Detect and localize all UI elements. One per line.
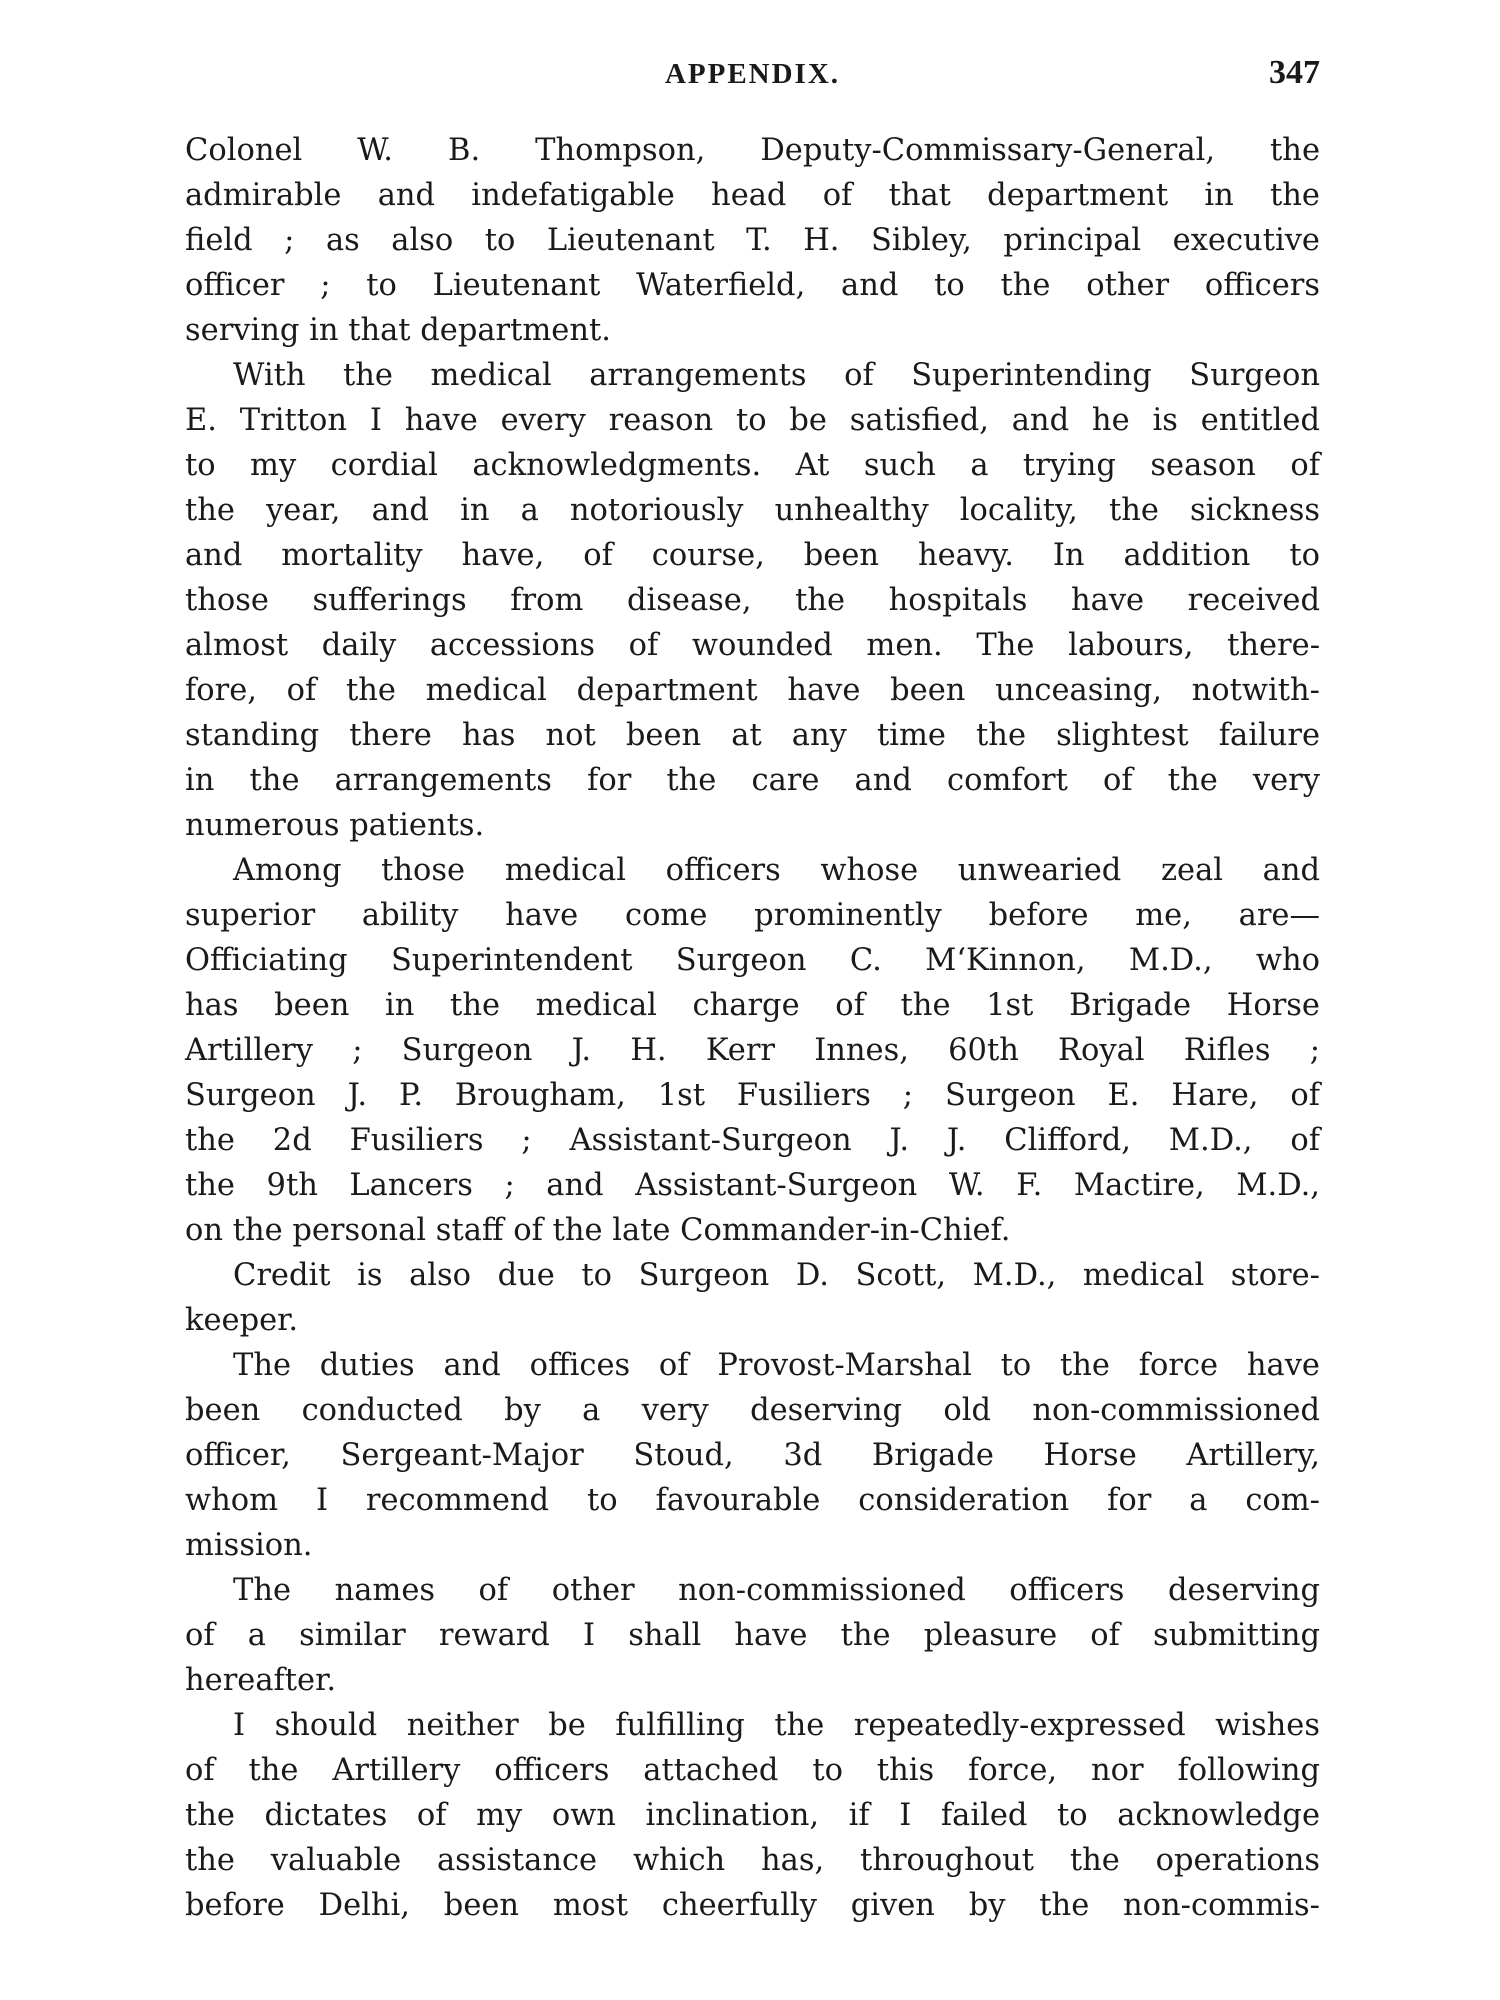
text-line: numerous patients. [185, 808, 485, 843]
running-title: APPENDIX. [664, 58, 841, 90]
text-line: and mortality have, of course, been heavy. In addition to [185, 538, 1320, 573]
text-line: The names of other non-commissioned officers deserving [233, 1573, 1320, 1608]
text-line: Credit is also due to Surgeon D. Scott, M.D., medical store- [233, 1258, 1320, 1293]
text-line: been conducted by a very deserving old non-commissioned [185, 1393, 1320, 1428]
text-line: mission. [185, 1528, 313, 1563]
text-line: I should neither be fulfilling the repeatedly-expressed wishes [233, 1708, 1320, 1743]
paragraph-artillery-officers [185, 1703, 1320, 1928]
body-text [185, 128, 1320, 1928]
paragraph-non-commissioned [185, 1568, 1320, 1703]
text-line: before Delhi, been most cheerfully given by the non-commis- [185, 1888, 1320, 1923]
text-line: has been in the medical charge of the 1st Brigade Horse [185, 988, 1320, 1023]
text-line: the year, and in a notoriously unhealthy locality, the sickness [185, 493, 1320, 528]
text-line: the valuable assistance which has, throughout the operations [185, 1843, 1320, 1878]
text-line: fore, of the medical department have been unceasing, notwith- [185, 673, 1320, 708]
text-line: The duties and offices of Provost-Marshal to the force have [233, 1348, 1320, 1383]
text-line: hereafter. [185, 1663, 337, 1698]
paragraph-credit-scott [185, 1253, 1320, 1343]
text-line: Officiating Superintendent Surgeon C. M‘Kinnon, M.D., who [185, 943, 1320, 978]
text-line: those sufferings from disease, the hospitals have received [185, 583, 1320, 618]
text-line: the 2d Fusiliers ; Assistant-Surgeon J. J. Clifford, M.D., of [185, 1123, 1320, 1158]
text-line: the 9th Lancers ; and Assistant-Surgeon W. F. Mactire, M.D., [185, 1168, 1320, 1203]
text-line: standing there has not been at any time the slightest failure [185, 718, 1320, 753]
paragraph-medical-officers [185, 848, 1320, 1253]
text-line: to my cordial acknowledgments. At such a trying season of [185, 448, 1320, 483]
text-line: of the Artillery officers attached to this force, nor following [185, 1753, 1320, 1788]
text-line: E. Tritton I have every reason to be satisfied, and he is entitled [185, 403, 1320, 438]
text-line: keeper. [185, 1303, 299, 1338]
paragraph-provost-marshal [185, 1343, 1320, 1568]
text-line: in the arrangements for the care and comfort of the very [185, 763, 1320, 798]
text-line: whom I recommend to favourable consideration for a com- [185, 1483, 1320, 1518]
text-line: the dictates of my own inclination, if I failed to acknowledge [185, 1798, 1320, 1833]
text-line: on the personal staff of the late Commander-in-Chief. [185, 1213, 1011, 1248]
text-line: With the medical arrangements of Superintending Surgeon [233, 358, 1320, 393]
text-line: field ; as also to Lieutenant T. H. Sibley, principal executive [185, 223, 1320, 258]
text-line: of a similar reward I shall have the pleasure of submitting [185, 1618, 1320, 1653]
text-line: almost daily accessions of wounded men. The labours, there- [185, 628, 1320, 663]
text-line: Among those medical officers whose unwearied zeal and [233, 853, 1320, 888]
text-line: Artillery ; Surgeon J. H. Kerr Innes, 60th Royal Rifles ; [185, 1033, 1320, 1068]
paragraph-thompson [185, 128, 1320, 353]
text-line: superior ability have come prominently before me, are— [185, 898, 1320, 933]
text-line: officer ; to Lieutenant Waterfield, and to the other officers [185, 268, 1320, 303]
text-line: officer, Sergeant-Major Stoud, 3d Brigade Horse Artillery, [185, 1438, 1320, 1473]
text-line: admirable and indefatigable head of that department in the [185, 178, 1320, 213]
running-head [185, 54, 1320, 98]
text-line: serving in that department. [185, 313, 611, 348]
paragraph-medical-arrangements [185, 353, 1320, 848]
text-line: Colonel W. B. Thompson, Deputy-Commissary-General, the [185, 133, 1320, 168]
page-number: 347 [1269, 54, 1320, 91]
text-line: Surgeon J. P. Brougham, 1st Fusiliers ; Surgeon E. Hare, of [185, 1078, 1320, 1113]
